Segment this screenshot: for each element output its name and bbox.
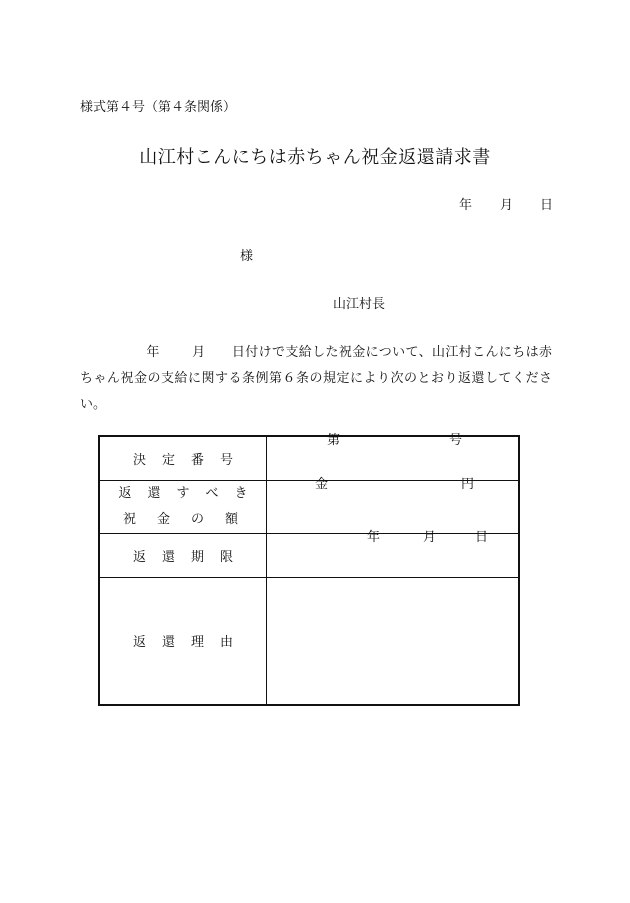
form-number: 様式第４号（第４条関係） (80, 100, 237, 115)
decision-number-prefix: 第 (327, 433, 341, 448)
issuer-name: 山江村長 (333, 297, 386, 312)
refund-deadline-label: 返 還 期 限 (99, 533, 267, 577)
body-year: 年 (146, 345, 160, 360)
decision-number-row (99, 436, 519, 480)
deadline-day: 日 (475, 529, 489, 545)
decision-number-label: 決 定 番 号 (99, 436, 267, 480)
refund-reason-value (267, 577, 520, 705)
document-title: 山江村こんにちは赤ちゃん祝金返還請求書 (139, 147, 491, 168)
refund-reason-row (99, 577, 519, 705)
refund-deadline-value (267, 529, 520, 577)
refund-reason-label: 返 還 理 由 (99, 577, 267, 705)
refund-amount-prefix: 金 (315, 476, 329, 492)
deadline-month: 月 (423, 529, 437, 545)
date-day-label: 日 (540, 198, 554, 213)
body-month: 月 (191, 345, 206, 360)
date-year-label: 年 (459, 198, 473, 213)
refund-deadline-row (99, 533, 519, 577)
refund-amount-suffix: 円 (461, 476, 475, 492)
date-month-label: 月 (500, 198, 514, 213)
decision-number-value (267, 433, 520, 480)
deadline-year: 年 (367, 529, 381, 545)
body-text: 日付けで支給した祝金について、山江村こんにちは赤ちゃん祝金の支給に関する条例第６条の規定により次のとおり返還してください。 (80, 345, 552, 412)
decision-number-suffix: 号 (449, 433, 463, 448)
addressee-suffix: 様 (240, 249, 254, 264)
refund-amount-label: 返 還 す べ き 祝 金 の 額 (99, 480, 267, 533)
refund-details-table (98, 435, 520, 706)
refund-amount-row (99, 480, 519, 533)
body-paragraph (80, 340, 552, 418)
